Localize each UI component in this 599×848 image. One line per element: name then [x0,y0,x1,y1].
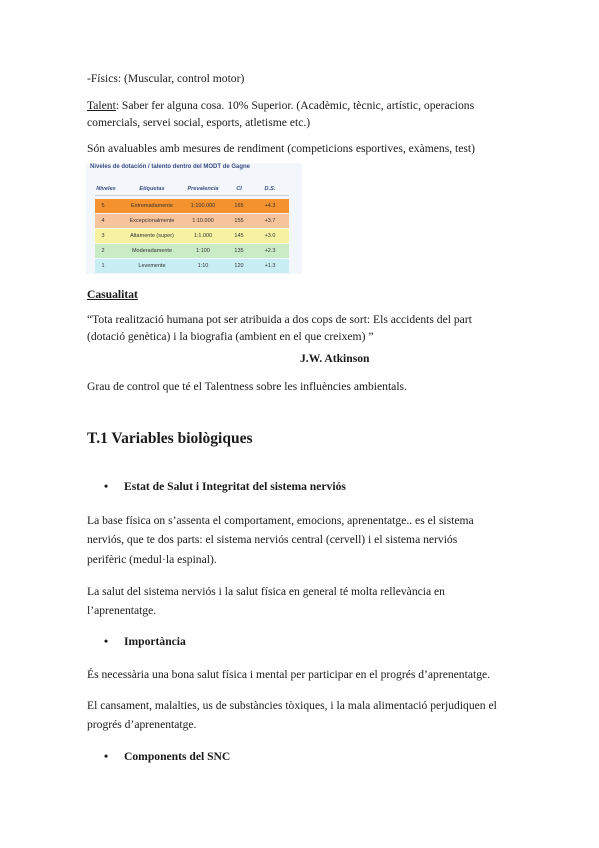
quote-author: J.W. Atkinson [300,352,370,365]
header-prevalencia: Prevalencia [187,186,219,192]
talent-label: Talent [87,99,116,112]
table-cell: 1:10.000 [192,218,214,224]
table-divider [95,195,289,196]
bullet-text: Components del SNC [124,750,231,763]
table-cell: Excepcionalmente [129,218,175,224]
table-cell: 2 [101,248,105,254]
header-etiquetas: Etiquetas [139,186,165,192]
para-cansament-2: progrés d’aprenentatge. [87,718,197,731]
bullet-components-snc [104,750,230,763]
table-cell: 1:100.000 [190,203,216,209]
header-ds: D.S. [264,186,276,192]
table-cell: +1.3 [264,263,276,269]
quote-line-2: (dotació genètica) i la biografia (ambient en el que creixem) ” [87,330,374,343]
header-niveles: Niveles [96,186,116,192]
talent-definition: : Saber fer alguna cosa. 10% Superior. (Acadèmic, tècnic, artístic, operacions [115,99,475,112]
avaluables-line: Són avaluables amb mesures de rendiment (competicions esportives, exàmens, test) [87,142,475,155]
talent-line-2: comercials, servei social, esports, atletisme etc.) [87,116,311,129]
para-salut-1: La salut del sistema nerviós i la salut física en general té molta rellevància en [87,585,445,598]
table-cell: Extremadamente [131,203,173,209]
table-cell: +4.3 [264,203,276,209]
section-title: T.1 Variables biològiques [87,430,253,447]
para-salut-2: l’aprenentatge. [87,604,157,617]
table-cell: 135 [234,248,244,254]
header-ci: CI [236,186,242,192]
bullet-icon: • [104,480,109,493]
casualitat-note: Grau de control que té el Talentness sobre les influències ambientals. [87,380,407,393]
gagne-levels-table [86,163,302,274]
table-cell: 1:10 [197,263,209,269]
casualitat-heading: Casualitat [87,288,138,301]
table-row [95,229,289,243]
table-cell: 1:1.000 [193,233,213,239]
talent-line [87,97,474,114]
table-title: Niveles de dotación / talento dentro del MODT de Gagne [90,164,251,170]
table-cell: 155 [234,218,244,224]
table-row [95,259,289,273]
table-cell: 1 [101,263,105,269]
table-row [95,214,289,228]
table-cell: 5 [101,203,105,209]
table-cell: 120 [234,263,244,269]
table-row [95,244,289,258]
bullet-estat-salut [104,480,346,493]
para-necessaria: És necessària una bona salut física i mental per participar en el progrés d’aprenentatge. [87,668,491,681]
para-base-fisica-3: perifèric (medul·la espinal). [87,553,217,566]
table-row [95,199,289,213]
table-cell: +3.7 [264,218,276,224]
table-cell: 145 [234,233,244,239]
bullet-importancia [104,635,186,648]
para-cansament-1: El cansament, malalties, us de substàncies tòxiques, i la mala alimentació perjudiquen el [87,699,497,712]
table-cell: 3 [101,233,105,239]
line-fisics: -Físics: (Muscular, control motor) [87,72,245,85]
quote-line-1: “Tota realització humana pot ser atribuida a dos cops de sort: Els accidents del part [87,313,472,326]
para-base-fisica-2: nerviós, que te dos parts: el sistema nerviós central (cervell) i el sistema nerviós [87,533,458,546]
bullet-icon: • [104,750,109,763]
bullet-text: Importància [124,635,186,648]
table-cell: 1:100 [196,248,210,254]
bullet-icon: • [104,635,109,648]
table-cell: Levemente [138,263,166,269]
table-cell: +2.3 [264,248,276,254]
table-cell: 4 [101,218,105,224]
table-cell: Moderadamente [131,248,173,254]
bullet-text: Estat de Salut i Integritat del sistema nerviós [124,480,346,493]
table-cell: Altamente (super) [130,233,174,239]
table-header-row [86,185,302,195]
table-cell: 165 [234,203,244,209]
table-cell: +3.0 [264,233,276,239]
para-base-fisica-1: La base física on s’assenta el comportament, emocions, aprenentatge.. es el sistema [87,514,474,527]
